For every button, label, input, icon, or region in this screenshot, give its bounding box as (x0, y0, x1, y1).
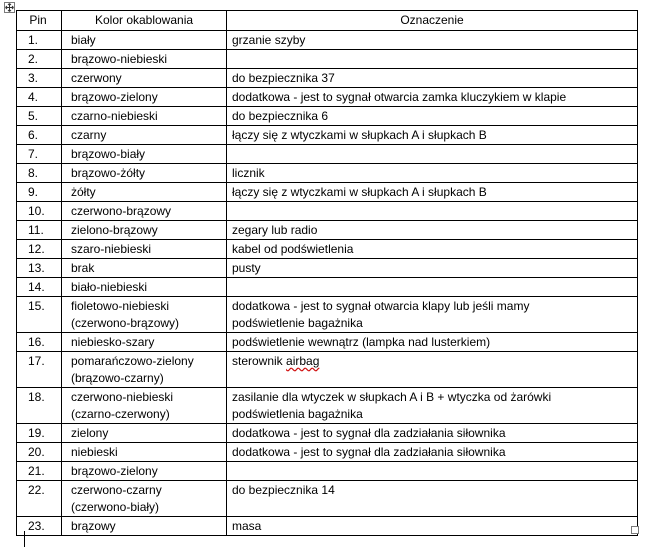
table-row (17, 481, 638, 517)
table-row (17, 333, 638, 352)
cell-designation (227, 126, 638, 145)
wire-color-text: czerwono-niebieski (71, 390, 174, 404)
wire-color-text: brązowo-zielony (71, 464, 158, 478)
designation-text: dodatkowa - jest to sygnał dla zadziałania siłownika (232, 426, 506, 440)
wire-color-alt-text: (czarno-czerwony) (71, 407, 170, 421)
cell-designation (227, 145, 638, 164)
table-row (17, 517, 638, 536)
cell-pin: 11. (17, 221, 62, 240)
table-row (17, 107, 638, 126)
designation-text: sterownik (232, 354, 287, 368)
cell-wire-color (62, 517, 227, 536)
designation-text: dodatkowa - jest to sygnał otwarcia klapy lub jeśli mamy (232, 299, 530, 313)
cell-designation (227, 278, 638, 297)
header-pin: Pin (17, 11, 62, 31)
cell-designation (227, 481, 638, 517)
text-cursor (24, 531, 25, 547)
table-row (17, 259, 638, 278)
cell-designation (227, 443, 638, 462)
table-move-handle-icon[interactable] (4, 2, 15, 13)
cell-pin: 3. (17, 69, 62, 88)
cell-pin: 4. (17, 88, 62, 107)
wire-color-text: biały (71, 33, 96, 47)
table-row (17, 443, 638, 462)
wire-color-text: czarno-niebieski (71, 109, 158, 123)
table-header-row (17, 11, 638, 31)
cell-designation (227, 183, 638, 202)
wire-color-text: czerwony (71, 71, 122, 85)
table-row (17, 297, 638, 333)
wire-color-text: czarny (71, 128, 107, 142)
cell-pin: 9. (17, 183, 62, 202)
table-row (17, 278, 638, 297)
wire-color-text: pomarańczowo-zielony (71, 354, 194, 368)
cell-pin: 10. (17, 202, 62, 221)
cell-wire-color (62, 297, 227, 333)
table-row (17, 388, 638, 424)
wire-color-text: zielono-brązowy (71, 223, 158, 237)
cell-pin: 19. (17, 424, 62, 443)
designation-text-line2: podświetlenia bagażnika (232, 407, 363, 421)
wire-color-alt-text: (czerwono-biały) (71, 500, 160, 514)
cell-wire-color (62, 107, 227, 126)
table-row (17, 50, 638, 69)
cell-wire-color (62, 462, 227, 481)
table-row (17, 202, 638, 221)
cell-wire-color (62, 164, 227, 183)
table-row (17, 69, 638, 88)
table-row (17, 352, 638, 388)
designation-text: zegary lub radio (232, 223, 318, 237)
cell-designation (227, 388, 638, 424)
wire-color-text: szaro-niebieski (71, 242, 152, 256)
cell-designation (227, 221, 638, 240)
cell-pin: 1. (17, 31, 62, 50)
cell-pin: 14. (17, 278, 62, 297)
pin-table (16, 10, 638, 536)
cell-pin: 18. (17, 388, 62, 424)
cell-pin: 21. (17, 462, 62, 481)
designation-text: podświetlenie wewnątrz (lampka nad lusterkiem) (232, 335, 491, 349)
cell-pin: 8. (17, 164, 62, 183)
table-body (17, 31, 638, 536)
table-row (17, 221, 638, 240)
designation-text: pusty (232, 261, 261, 275)
wire-color-text: fioletowo-niebieski (71, 299, 170, 313)
wire-color-text: brązowo-żółty (71, 166, 146, 180)
wire-color-text: zielony (71, 426, 109, 440)
designation-text: do bezpiecznika 14 (232, 483, 335, 497)
cell-wire-color (62, 31, 227, 50)
cell-pin: 16. (17, 333, 62, 352)
table-row (17, 183, 638, 202)
cell-designation (227, 259, 638, 278)
cell-wire-color (62, 481, 227, 517)
cell-wire-color (62, 259, 227, 278)
designation-text: łączy się z wtyczkami w słupkach A i słupkach B (232, 128, 487, 142)
cell-designation (227, 517, 638, 536)
cell-pin: 2. (17, 50, 62, 69)
cell-pin: 7. (17, 145, 62, 164)
table-row (17, 88, 638, 107)
cell-designation (227, 424, 638, 443)
cell-pin: 6. (17, 126, 62, 145)
designation-text: zasilanie dla wtyczek w słupkach A i B + wtyczka od żarówki (232, 390, 552, 404)
designation-text-line2: podświetlenie bagażnika (232, 316, 363, 330)
cell-designation (227, 240, 638, 259)
header-designation: Oznaczenie (227, 11, 638, 31)
table-resize-handle-icon[interactable] (631, 526, 639, 534)
cell-pin: 12. (17, 240, 62, 259)
wire-color-text: czerwono-czarny (71, 483, 162, 497)
wire-color-alt-text: (brązowo-czarny) (71, 371, 164, 385)
cell-pin: 5. (17, 107, 62, 126)
wire-color-text: niebiesko-szary (71, 335, 155, 349)
cell-pin: 13. (17, 259, 62, 278)
designation-text: licznik (232, 166, 265, 180)
wire-color-text: żółty (71, 185, 96, 199)
cell-designation (227, 202, 638, 221)
cell-pin: 17. (17, 352, 62, 388)
designation-text: do bezpiecznika 37 (232, 71, 335, 85)
table-row (17, 31, 638, 50)
wire-color-text: brązowo-niebieski (71, 52, 168, 66)
wire-color-text: niebieski (71, 445, 118, 459)
cell-designation (227, 352, 638, 388)
designation-text: grzanie szyby (232, 33, 306, 47)
cell-designation (227, 297, 638, 333)
designation-text: dodatkowa - jest to sygnał dla zadziałania siłownika (232, 445, 506, 459)
designation-text: do bezpiecznika 6 (232, 109, 329, 123)
cell-pin: 23. (17, 517, 62, 536)
designation-text: kabel od podświetlenia (232, 242, 354, 256)
cell-wire-color (62, 424, 227, 443)
table-row (17, 462, 638, 481)
cell-designation (227, 462, 638, 481)
cell-wire-color (62, 126, 227, 145)
cell-wire-color (62, 50, 227, 69)
cell-designation (227, 50, 638, 69)
header-wire-color: Kolor okablowania (62, 11, 227, 31)
wire-color-alt-text: (czerwono-brązowy) (71, 316, 180, 330)
table-row (17, 145, 638, 164)
cell-pin: 22. (17, 481, 62, 517)
cell-wire-color (62, 145, 227, 164)
cell-designation (227, 333, 638, 352)
cell-designation (227, 164, 638, 183)
cell-designation (227, 31, 638, 50)
cell-wire-color (62, 69, 227, 88)
cell-pin: 15. (17, 297, 62, 333)
cell-wire-color (62, 240, 227, 259)
table-row (17, 126, 638, 145)
table-row (17, 240, 638, 259)
table-row (17, 424, 638, 443)
cell-pin: 20. (17, 443, 62, 462)
wire-color-text: brązowo-biały (71, 147, 146, 161)
cell-wire-color (62, 88, 227, 107)
cell-wire-color (62, 221, 227, 240)
cell-designation (227, 107, 638, 126)
cell-wire-color (62, 278, 227, 297)
table-row (17, 164, 638, 183)
wire-color-text: biało-niebieski (71, 280, 148, 294)
wire-color-text: czerwono-brązowy (71, 204, 172, 218)
cell-wire-color (62, 443, 227, 462)
cell-wire-color (62, 388, 227, 424)
designation-text: masa (232, 519, 262, 533)
designation-text: dodatkowa - jest to sygnał otwarcia zamka kluczykiem w klapie (232, 90, 567, 104)
spellcheck-flagged-word[interactable]: airbag (286, 354, 320, 368)
wire-color-text: brązowo-zielony (71, 90, 158, 104)
cell-wire-color (62, 183, 227, 202)
cell-designation (227, 69, 638, 88)
cell-wire-color (62, 202, 227, 221)
wire-color-text: brązowy (71, 519, 116, 533)
designation-text: łączy się z wtyczkami w słupkach A i słupkach B (232, 185, 487, 199)
wire-color-text: brak (71, 261, 95, 275)
cell-wire-color (62, 352, 227, 388)
cell-wire-color (62, 333, 227, 352)
cell-designation (227, 88, 638, 107)
